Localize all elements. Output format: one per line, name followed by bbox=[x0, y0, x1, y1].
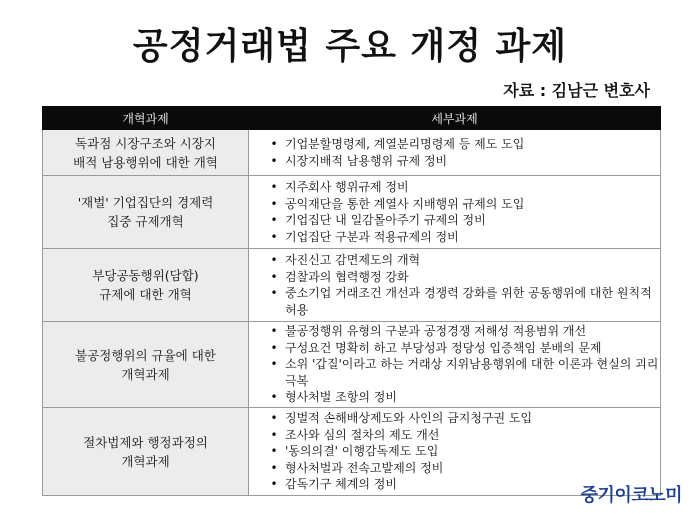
bullet-icon: • bbox=[270, 340, 278, 355]
bullet-icon: • bbox=[270, 477, 278, 492]
reform-table bbox=[42, 106, 661, 496]
bullet-icon: • bbox=[270, 444, 278, 459]
table-header-row bbox=[43, 107, 661, 130]
detail-text: 조사와 심의 절차의 제도 개선 bbox=[285, 427, 440, 442]
bullet-icon: • bbox=[270, 253, 278, 267]
table-row bbox=[43, 249, 661, 322]
reform-task-line: 절차법제와 행정과정의 bbox=[83, 434, 208, 450]
table-row bbox=[43, 130, 661, 176]
bullet-icon: • bbox=[270, 229, 278, 244]
reform-task-line: 부당공동행위(담합) bbox=[92, 268, 199, 283]
list-item bbox=[270, 427, 660, 444]
detail-text: 기업집단 내 일감몰아주기 규제의 정비 bbox=[285, 213, 486, 227]
list-item bbox=[270, 196, 660, 213]
detail-cell bbox=[249, 130, 661, 176]
bullet-icon: • bbox=[270, 153, 278, 168]
detail-text: 구성요건 명확히 하고 부당성과 정당성 입증책임 분배의 문제 bbox=[285, 340, 602, 355]
detail-text: 징벌적 손해배상제도와 사인의 금지청구권 도입 bbox=[285, 411, 533, 426]
bullet-icon: • bbox=[270, 286, 278, 300]
detail-list bbox=[249, 179, 660, 245]
list-item bbox=[270, 252, 660, 269]
list-item bbox=[270, 340, 660, 357]
detail-text: 기업분할명령제, 계열분리명령제 등 제도 도입 bbox=[285, 137, 525, 151]
table-row bbox=[43, 322, 661, 408]
detail-cell bbox=[249, 176, 661, 249]
reform-task-line: 배적 남용행위에 대한 개혁 bbox=[73, 154, 218, 170]
reform-task-cell bbox=[43, 322, 249, 408]
detail-text: 검찰과의 협력행정 강화 bbox=[285, 269, 409, 284]
reform-task-cell bbox=[43, 130, 249, 176]
detail-text: 형사처벌과 전속고발제의 정비 bbox=[285, 460, 444, 475]
table-row bbox=[43, 176, 661, 249]
list-item bbox=[270, 410, 660, 427]
column-header-details: 세부과제 bbox=[249, 107, 661, 130]
detail-text: 시장지배적 남용행위 규제 정비 bbox=[285, 153, 448, 168]
detail-text: 자진신고 감면제도의 개혁 bbox=[285, 253, 421, 267]
bullet-icon: • bbox=[270, 411, 278, 426]
bullet-icon: • bbox=[270, 390, 278, 405]
reform-task-cell bbox=[43, 249, 249, 322]
bullet-icon: • bbox=[270, 427, 278, 442]
source-credit: 자료 : 김남근 변호사 bbox=[503, 81, 650, 100]
list-item bbox=[270, 460, 660, 477]
detail-text: 기업집단 구분과 적용규제의 정비 bbox=[285, 229, 459, 244]
bullet-icon: • bbox=[270, 180, 278, 194]
detail-text: 형사처벌 조항의 정비 bbox=[285, 390, 397, 405]
detail-text: 불공정행위 유형의 구분과 공정경쟁 저해성 적용범위 개선 bbox=[285, 324, 587, 339]
bullet-icon: • bbox=[270, 213, 278, 227]
list-item bbox=[270, 356, 660, 389]
detail-text: 공익재단을 통한 계열사 지배행위 규제의 도입 bbox=[285, 196, 525, 211]
bullet-icon: • bbox=[270, 460, 278, 475]
bullet-icon: • bbox=[270, 137, 278, 151]
bullet-icon: • bbox=[270, 324, 278, 339]
bullet-icon: • bbox=[270, 357, 278, 372]
detail-text: 중소기업 거래조건 개선과 경쟁력 강화를 위한 공동행위에 대한 원칙적 허용 bbox=[285, 286, 652, 317]
bullet-icon: • bbox=[270, 196, 278, 211]
list-item bbox=[270, 136, 660, 153]
list-item bbox=[270, 212, 660, 229]
publisher-logo: 중기이코노미 bbox=[580, 485, 682, 506]
reform-task-line: 불공정행위의 규율에 대한 bbox=[75, 347, 216, 363]
reform-task-line: 개혁과제 bbox=[121, 453, 170, 469]
detail-text: 소위 '갑질'이라고 하는 거래상 지위남용행위에 대한 이론과 현실의 괴리 극복 bbox=[285, 357, 659, 388]
detail-cell bbox=[249, 322, 661, 408]
list-item bbox=[270, 443, 660, 460]
list-item bbox=[270, 179, 660, 196]
bullet-icon: • bbox=[270, 269, 278, 284]
list-item bbox=[270, 269, 660, 286]
reform-task-cell bbox=[43, 408, 249, 496]
reform-task-cell bbox=[43, 176, 249, 249]
reform-task-line: 독과점 시장구조와 시장지 bbox=[75, 135, 216, 151]
detail-cell bbox=[249, 249, 661, 322]
column-header-task: 개혁과제 bbox=[43, 107, 249, 130]
reform-task-line: 규제에 대한 개혁 bbox=[99, 287, 192, 302]
page-title: 공정거래법 주요 개정 과제 bbox=[132, 26, 568, 67]
detail-list bbox=[249, 136, 660, 169]
detail-list bbox=[249, 252, 660, 318]
list-item bbox=[270, 229, 660, 246]
detail-text: '동의의결' 이행감독제도 도입 bbox=[285, 444, 439, 459]
detail-text: 지주회사 행위규제 정비 bbox=[285, 180, 409, 194]
table-row bbox=[43, 408, 661, 496]
reform-task-line: 개혁과제 bbox=[121, 366, 170, 382]
list-item bbox=[270, 153, 660, 170]
reform-task-line: 집중 규제개혁 bbox=[107, 214, 184, 229]
list-item bbox=[270, 323, 660, 340]
detail-list bbox=[249, 323, 660, 406]
list-item bbox=[270, 285, 660, 318]
detail-text: 감독기구 체계의 정비 bbox=[285, 477, 397, 492]
reform-task-line: '재벌' 기업집단의 경제력 bbox=[77, 195, 214, 210]
list-item bbox=[270, 389, 660, 406]
